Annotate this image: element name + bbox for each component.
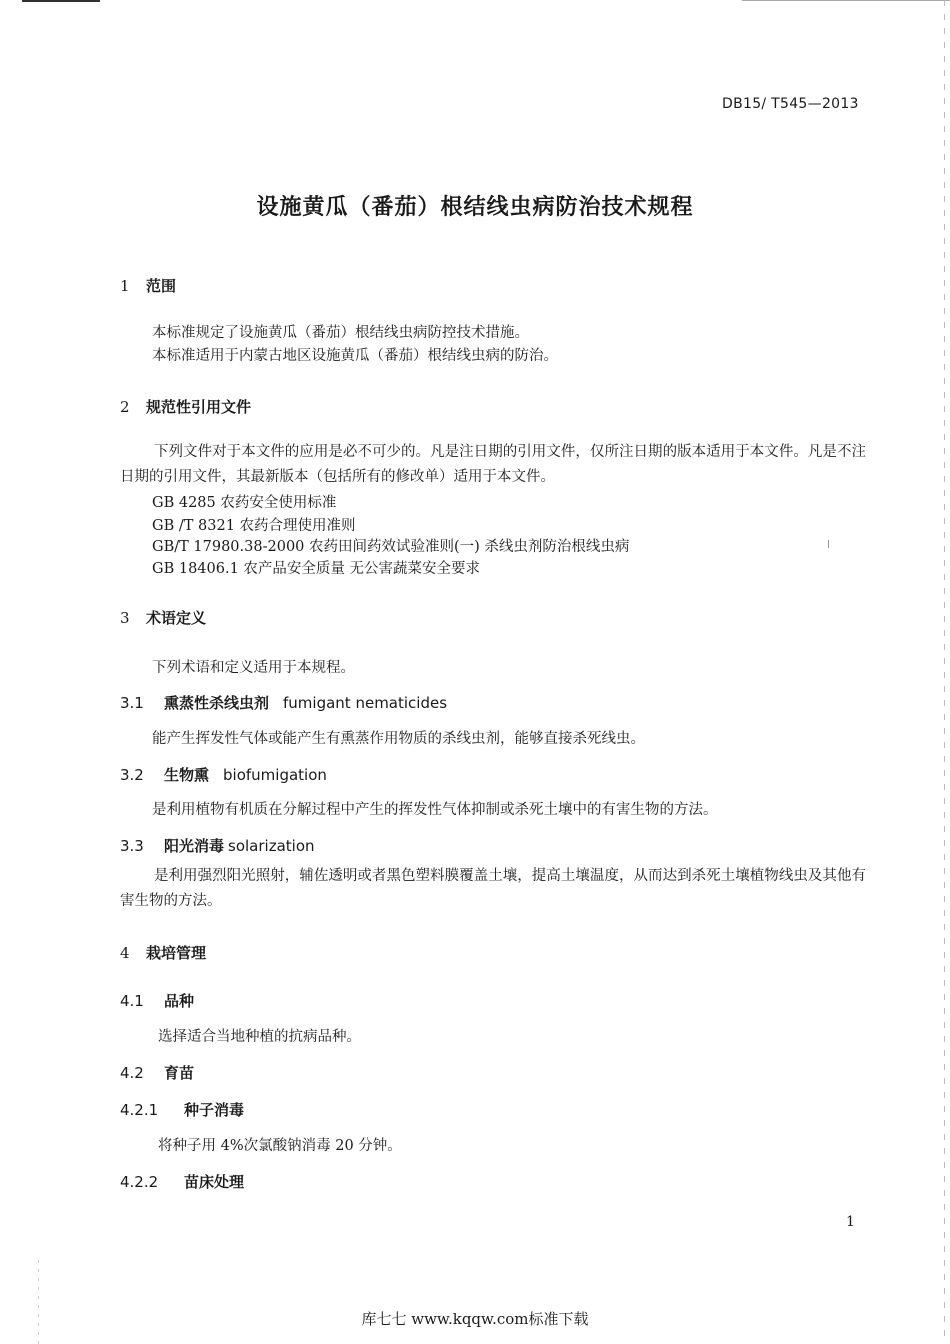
reference-item: GB 4285 农药安全使用标准: [152, 495, 337, 511]
subsection-4-2-2-heading: [120, 1171, 244, 1192]
term-name: 生物熏: [164, 766, 210, 784]
section-1-heading: [120, 275, 176, 296]
section-2-heading: [120, 396, 251, 417]
reference-item: GB 18406.1 农产品安全质量 无公害蔬菜安全要求: [152, 561, 481, 577]
paragraph: 本标准规定了设施黄瓜（番茄）根结线虫病防控技术措施。: [152, 325, 529, 341]
page-number: 1: [846, 1214, 855, 1230]
section-title: 范围: [146, 277, 177, 295]
scan-edge: [38, 1260, 39, 1344]
section-title: 栽培管理: [146, 944, 207, 962]
scan-border-mark: [22, 0, 100, 2]
section-title: 苗床处理: [184, 1173, 245, 1191]
paragraph: 下列文件对于本文件的应用是必不可少的。凡是注日期的引用文件，仅所注日期的版本适用于本文件。凡是不注日期的引用文件，其最新版本（包括所有的修改单）适用于本文件。: [120, 444, 866, 485]
section-number: 4: [120, 944, 130, 962]
standard-code: DB15/ T545—2013: [722, 96, 859, 112]
section-title: 规范性引用文件: [146, 398, 252, 416]
scan-speck: [828, 540, 829, 548]
subsection-4-1-heading: [120, 990, 194, 1011]
section-title: 术语定义: [146, 609, 207, 627]
section-3-heading: [120, 607, 206, 628]
section-number: 3.2: [120, 766, 144, 784]
section-number: 3.3: [120, 837, 144, 855]
term-definition: 是利用植物有机质在分解过程中产生的挥发性气体抑制或杀死土壤中的有害生物的方法。: [152, 802, 718, 818]
term-name: 熏蒸性杀线虫剂: [164, 694, 270, 712]
term-3-2-heading: [120, 764, 327, 785]
section-title: 种子消毒: [184, 1101, 245, 1119]
section-4-heading: [120, 942, 206, 963]
scan-border-mark: [742, 0, 950, 1]
section-number: 4.2: [120, 1064, 144, 1082]
section-number: 2: [120, 398, 130, 416]
document-title: 设施黄瓜（番茄）根结线虫病防治技术规程: [256, 194, 694, 220]
section-title: 育苗: [164, 1064, 195, 1082]
section-number: 4.1: [120, 992, 144, 1010]
section-number: 1: [120, 277, 130, 295]
section-number: 3: [120, 609, 130, 627]
term-english: biofumigation: [223, 766, 327, 784]
paragraph: 将种子用 4%次氯酸钠消毒 20 分钟。: [158, 1138, 402, 1154]
footer-watermark: 库七七 www.kqqw.com标准下载: [361, 1310, 589, 1328]
term-english: fumigant nematicides: [283, 694, 448, 712]
subsection-4-2-heading: [120, 1062, 194, 1083]
section-number: 4.2.1: [120, 1101, 159, 1119]
term-name: 阳光消毒: [164, 837, 225, 855]
paragraph: 下列术语和定义适用于本规程。: [152, 660, 355, 676]
term-definition: 能产生挥发性气体或能产生有熏蒸作用物质的杀线虫剂，能够直接杀死线虫。: [152, 731, 645, 747]
section-number: 3.1: [120, 694, 144, 712]
reference-item: GB/T 17980.38-2000 农药田间药效试验准则(一) 杀线虫剂防治根线虫病: [152, 539, 630, 555]
section-number: 4.2.2: [120, 1173, 159, 1191]
term-english: solarization: [228, 837, 315, 855]
subsection-4-2-1-heading: [120, 1099, 244, 1120]
paragraph: 选择适合当地种植的抗病品种。: [158, 1029, 361, 1045]
term-3-1-heading: [120, 692, 447, 713]
reference-item: GB /T 8321 农药合理使用准则: [152, 518, 356, 534]
term-definition: 是利用强烈阳光照射，辅佐透明或者黑色塑料膜覆盖土壤，提高土壤温度，从而达到杀死土壤植物线虫及其他有害生物的方法。: [120, 868, 866, 909]
paragraph: 本标准适用于内蒙古地区设施黄瓜（番茄）根结线虫病的防治。: [152, 348, 558, 364]
section-title: 品种: [164, 992, 195, 1010]
term-3-3-heading: [120, 835, 315, 856]
